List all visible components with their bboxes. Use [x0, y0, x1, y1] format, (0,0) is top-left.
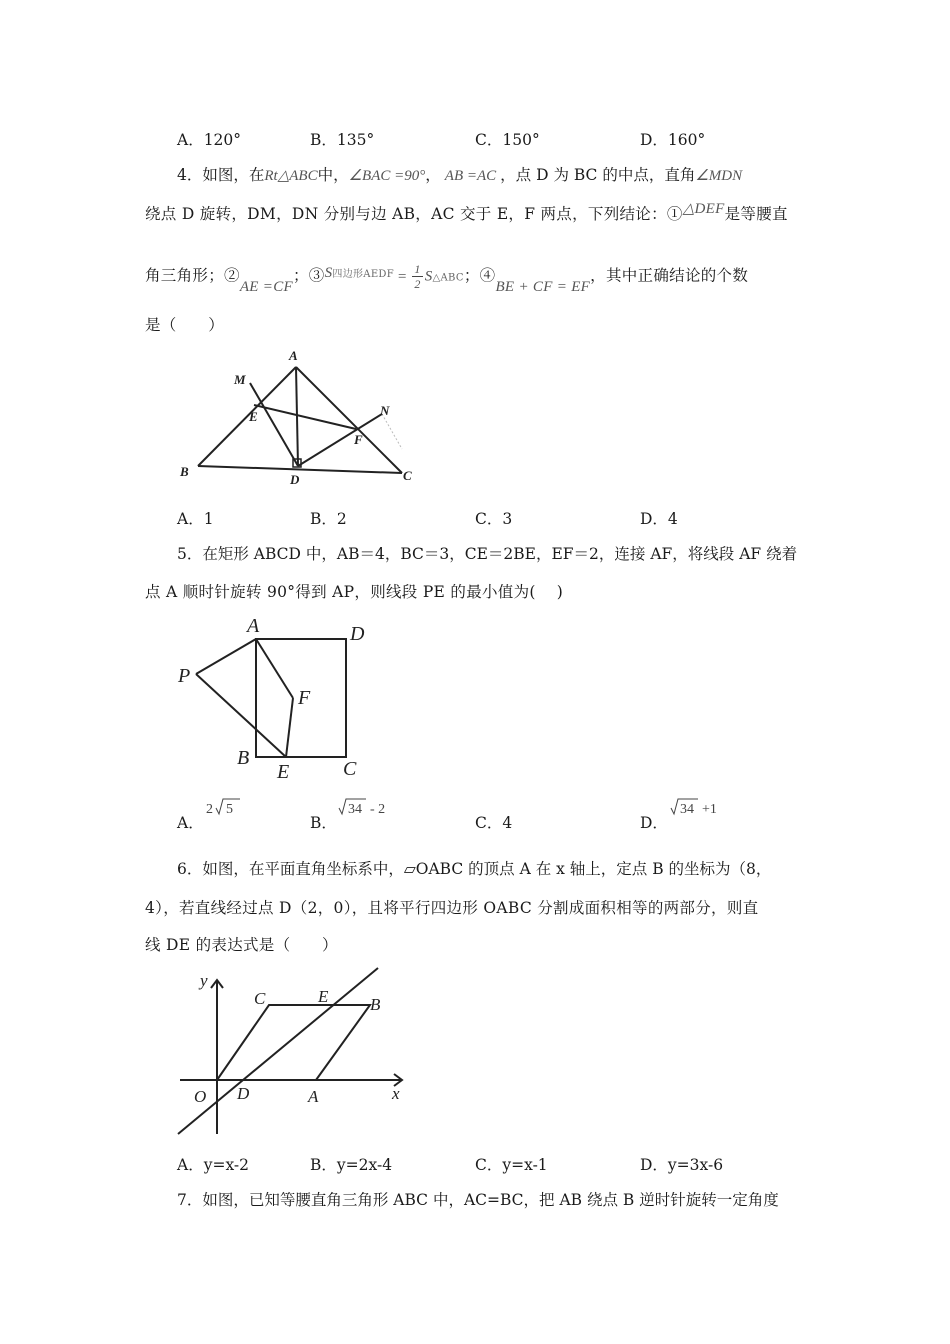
q4-label-a: A — [289, 348, 298, 363]
q4-label-d: D — [290, 472, 300, 487]
q5-option-b: B． — [310, 814, 337, 832]
q7-line-1: 7．如图，已知等腰直角三角形 ABC 中，AC=BC，把 AB 绕点 B 逆时针旋转一定角度 — [177, 1191, 779, 1209]
q6-label-d: D — [237, 1084, 250, 1103]
q4-line-1: 4．如图，在Rt△ABC中，∠BAC =90°， AB =AC ，点 D 为 BC 的中点，直角∠MDN — [177, 166, 743, 184]
svg-text:- 2: - 2 — [370, 802, 386, 817]
q6-label-o: O — [194, 1087, 207, 1106]
q5-option-a-math — [206, 796, 242, 818]
q5-option-d-math — [670, 796, 730, 818]
q4-line-4: 是（ ） — [145, 316, 225, 334]
q6-label-y: y — [200, 971, 208, 990]
q4-option-a: A．1 — [177, 510, 214, 528]
q4-label-e: E — [249, 409, 258, 424]
svg-text:+1: +1 — [702, 802, 717, 817]
q5-line-2: 点 A 顺时针旋转 90°得到 AP，则线段 PE 的最小值为( ) — [145, 583, 564, 601]
q6-line-3: 线 DE 的表达式是（ ） — [145, 936, 338, 954]
q4-option-c: C．3 — [475, 510, 513, 528]
q6-option-b: B．y=2x-4 — [310, 1156, 393, 1174]
q5-label-c: C — [343, 758, 357, 780]
q5-label-e: E — [277, 761, 290, 783]
q3-option-b: B．135° — [310, 131, 375, 149]
svg-text:34: 34 — [348, 802, 362, 817]
q4-label-m: M — [234, 372, 246, 387]
q5-label-d: D — [350, 623, 365, 645]
q4-label-n: N — [380, 403, 390, 418]
svg-text:5: 5 — [226, 802, 233, 817]
q4-line-2: 绕点 D 旋转，DM，DN 分别与边 AB，AC 交于 E，F 两点，下列结论：①△DEF是等腰直 — [145, 201, 788, 223]
q5-label-f: F — [298, 687, 311, 709]
q3-option-d: D．160° — [640, 131, 706, 149]
q6-label-x: x — [392, 1084, 400, 1103]
q3-option-a: A．120° — [177, 131, 242, 149]
q5-label-b: B — [237, 747, 250, 769]
q6-label-a: A — [308, 1087, 319, 1106]
q6-line-1: 6．如图，在平面直角坐标系中，▱OABC 的顶点 A 在 x 轴上，定点 B 的坐标为（8， — [177, 860, 772, 878]
svg-text:34: 34 — [680, 802, 694, 817]
q4-label-f: F — [354, 432, 363, 447]
q6-option-a: A．y=x-2 — [177, 1156, 250, 1174]
q4-label-b: B — [180, 464, 189, 479]
q6-label-b: B — [370, 995, 381, 1014]
q6-label-c: C — [254, 989, 266, 1008]
q6-figure — [170, 962, 415, 1142]
q5-option-d: D． — [640, 814, 668, 832]
q4-line-3: 角三角形；②AE =CF；$③S^{四边形AEDF}$ = $\frac{1}{2}$ S△ABC；④BE + CF = EF，其中正确结论的个数 — [145, 262, 749, 295]
q5-label-a: A — [247, 615, 260, 637]
q4-option-d: D．4 — [640, 510, 678, 528]
q5-figure — [170, 612, 380, 787]
q5-option-a: A． — [177, 814, 204, 832]
q6-line-2: 4），若直线经过点 D（2，0），且将平行四边形 OABC 分割成面积相等的两部分，则直 — [145, 899, 759, 917]
q4-option-b: B．2 — [310, 510, 347, 528]
q6-option-d: D．y=3x-6 — [640, 1156, 724, 1174]
svg-text:2: 2 — [206, 802, 213, 817]
q3-option-c: C．150° — [475, 131, 540, 149]
q4-label-c: C — [403, 468, 412, 483]
q5-option-b-math — [338, 796, 398, 818]
q5-option-c: C．4 — [475, 814, 513, 832]
q6-option-c: C．y=x-1 — [475, 1156, 548, 1174]
q5-line-1: 5．在矩形 ABCD 中，AB＝4，BC＝3，CE＝2BE，EF＝2，连接 AF，将线段 AF 绕着 — [177, 545, 798, 563]
q5-label-p: P — [178, 665, 191, 687]
q6-label-e: E — [318, 987, 329, 1006]
q4-figure — [170, 345, 430, 490]
